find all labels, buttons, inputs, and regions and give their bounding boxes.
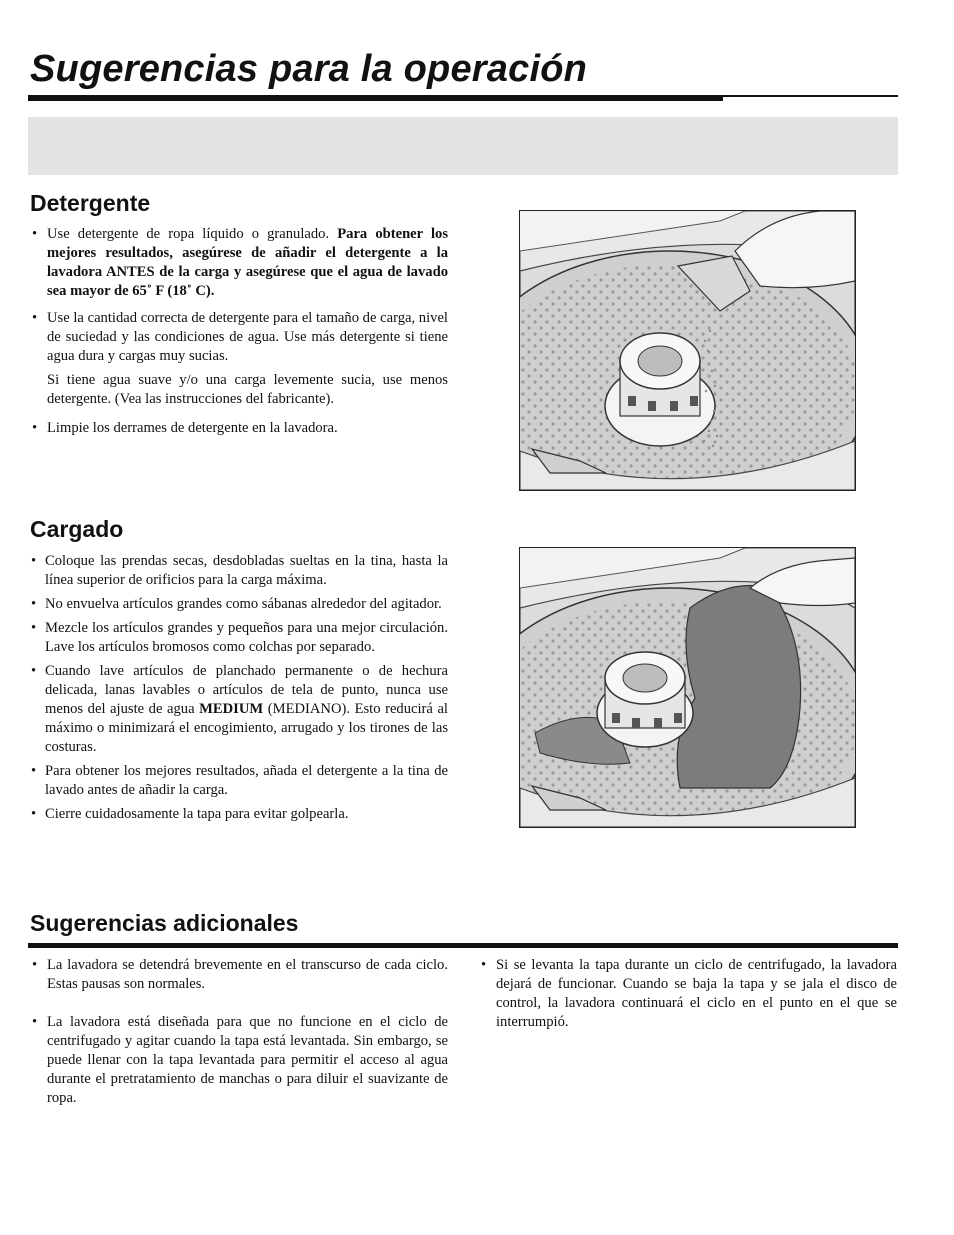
list-item: • La lavadora está diseñada para que no funcione en el ciclo de centrifugado y agitar cuando la tapa está levantada. Sin embargo, se puede llenar con la tapa levantada para permitir el acceso al agua durante el pretratamiento de manchas o para diluir el suavizante de ropa. (32, 1014, 448, 1106)
list-item: • Cuando lave artículos de planchado permanente o de hechura delicada, lanas lavables o artículos de tela de punto, nunca use menos del ajuste de agua MEDIUM (MEDIANO). Esto reducirá al máximo o minimizará el encogimiento, arrugado y los tirones de las costuras. (31, 663, 448, 755)
adicionales-list-left (30, 956, 448, 1108)
title-rule-thin (723, 95, 898, 97)
loading-illustration (519, 547, 856, 828)
page-title: Sugerencias para la operación (30, 48, 588, 90)
header-band (28, 117, 898, 175)
list-item-note: Si tiene agua suave y/o una carga levemente sucia, use menos detergente. (Vea las instrucciones del fabricante). (47, 372, 448, 407)
section-rule (28, 943, 898, 948)
list-item: • Limpie los derrames de detergente en la lavadora. (32, 420, 338, 436)
detergente-list (30, 225, 448, 438)
cargado-list (30, 552, 448, 824)
title-rule (28, 95, 723, 101)
section-heading-detergente: Detergente (30, 190, 151, 216)
list-item: • Mezcle los artículos grandes y pequeños para una mejor circulación. Lave los artículos bromosos como colchas por separado. (31, 620, 448, 655)
list-item: • Si se levanta la tapa durante un ciclo de centrifugado, la lavadora dejará de funcionar. Cuando se baja la tapa y se jala el disco de control, la lavadora continuará el ciclo en el punto en el que se interrumpió. (481, 957, 897, 1030)
list-item: • Use la cantidad correcta de detergente para el tamaño de carga, nivel de suciedad y las condiciones de agua. Use más detergente si tiene agua dura y cargas muy sucias. (32, 310, 448, 364)
section-heading-cargado: Cargado (30, 516, 124, 542)
section-heading-adicionales: Sugerencias adicionales (30, 910, 299, 936)
detergent-illustration (519, 210, 856, 491)
list-item: • Coloque las prendas secas, desdobladas sueltas en la tina, hasta la línea superior de orificios para la carga máxima. (31, 553, 448, 588)
list-item: • Cierre cuidadosamente la tapa para evitar golpearla. (31, 806, 349, 822)
list-item: • No envuelva artículos grandes como sábanas alrededor del agitador. (31, 596, 442, 612)
list-item: • La lavadora se detendrá brevemente en el transcurso de cada ciclo. Estas pausas son normales. (32, 957, 448, 992)
adicionales-list-right (479, 956, 897, 1032)
list-item: • Para obtener los mejores resultados, añada el detergente a la tina de lavado antes de añadir la carga. (31, 763, 448, 798)
list-item: • Use detergente de ropa líquido o granulado. Para obtener los mejores resultados, asegúrese de añadir el detergente a la lavadora ANTES de la carga y asegúrese que el agua de lavado sea mayor de 65˚ F (18˚ C). (32, 226, 448, 299)
